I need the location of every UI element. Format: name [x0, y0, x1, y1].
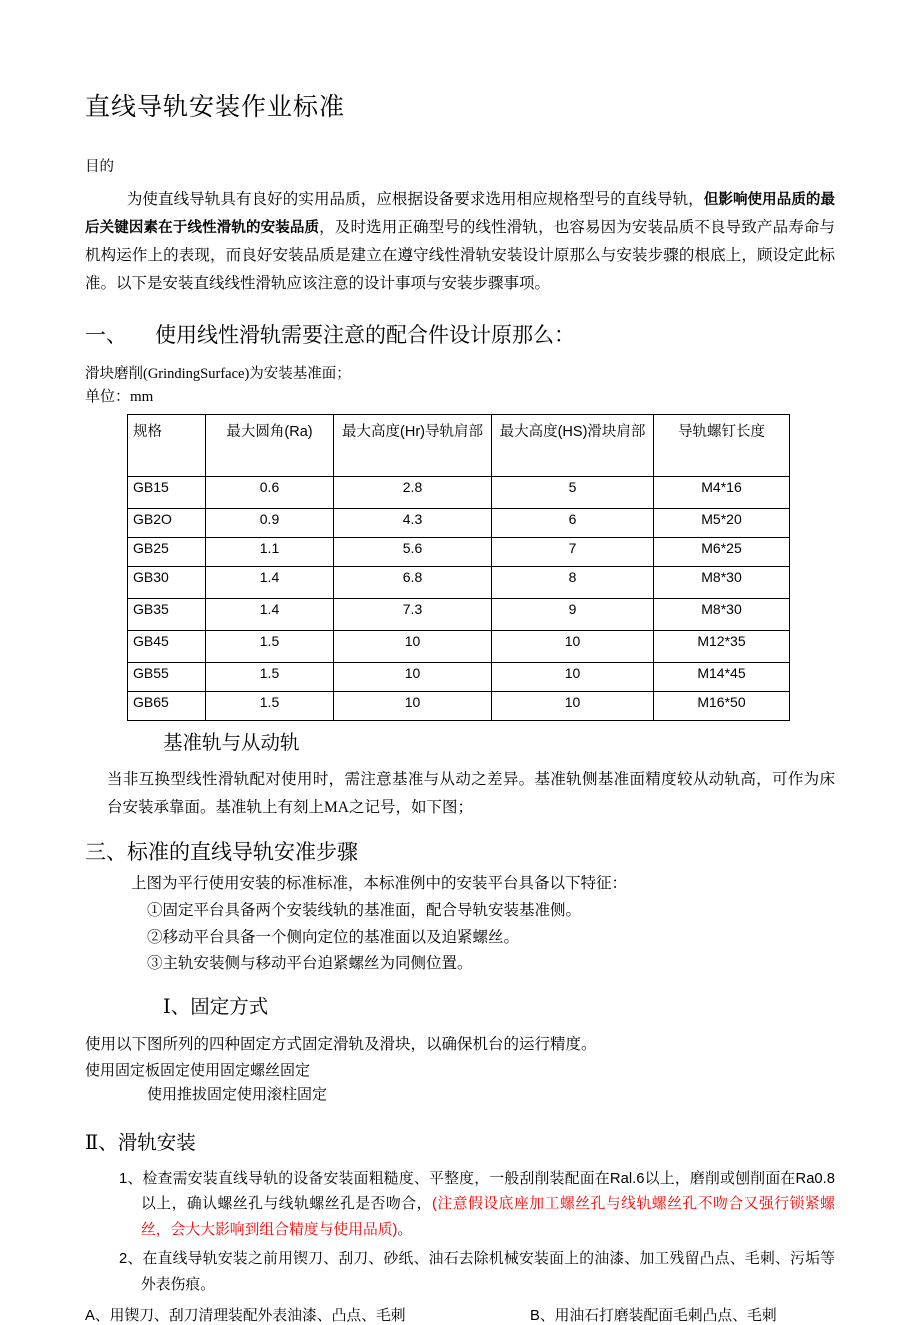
- section-three-number: 三、: [85, 840, 127, 865]
- subsection-two-heading: [85, 1130, 835, 1157]
- table-cell-ra: 0.9: [206, 508, 334, 537]
- table-row: [128, 508, 790, 537]
- option-b: B、用油石打磨装配面毛刺凸点、毛刺: [530, 1308, 777, 1325]
- table-cell-hs: 5: [492, 476, 654, 508]
- table-cell-hs: 10: [492, 691, 654, 720]
- section-three-item-1: ①固定平台具备两个安装线轨的基准面，配合导轨安装基准侧。: [147, 902, 582, 920]
- table-cell-hr: 4.3: [334, 508, 492, 537]
- spec-table: [127, 414, 790, 721]
- table-row: [128, 566, 790, 598]
- install-step-1: [85, 1167, 835, 1243]
- table-header-row: [128, 414, 790, 476]
- table-row: [128, 662, 790, 691]
- fixing-methods-line-1: 使用固定板固定使用固定螺丝固定: [85, 1062, 311, 1079]
- table-header-cell: 最大圆角(Ra): [206, 414, 334, 476]
- table-header-cell: 导轨螺钉长度: [654, 414, 790, 476]
- subsection-one-heading: [85, 994, 835, 1021]
- document-content: [85, 0, 835, 1325]
- table-row: [128, 630, 790, 662]
- table-cell-hr: 10: [334, 691, 492, 720]
- table-cell-ra: 1.5: [206, 630, 334, 662]
- section-two-heading: 基准轨与从动轨: [163, 732, 300, 754]
- table-cell-ra: 1.4: [206, 598, 334, 630]
- table-cell-spec: GB35: [128, 598, 206, 630]
- table-header-cell: 最大高度(HS)滑块肩部: [492, 414, 654, 476]
- table-cell-hs: 7: [492, 537, 654, 566]
- table-cell-hr: 10: [334, 630, 492, 662]
- table-cell-hs: 6: [492, 508, 654, 537]
- options-row: [85, 1304, 835, 1325]
- section-two-body: 当非互换型线性滑轨配对使用时，需注意基准与从动之差异。基准轨侧基准面精度较从动轨高，可作为床台安装承靠面。基准轨上有刻上MA之记号，如下图；: [107, 770, 835, 816]
- table-cell-hr: 6.8: [334, 566, 492, 598]
- table-cell-screw: M8*30: [654, 566, 790, 598]
- table-header-cell: 规格: [128, 414, 206, 476]
- subsection-two-title: 滑轨安装: [117, 1132, 196, 1154]
- section-three-item-3: ③主轨安装侧与移动平台迫紧螺丝为同侧位置。: [147, 955, 473, 973]
- subsection-one-body: 使用以下图所列的四种固定方式固定滑轨及滑块，以确保机台的运行精度。: [85, 1036, 597, 1054]
- section-three-intro: 上图为平行使用安装的标准标准，本标准例中的安装平台具备以下特征：: [131, 875, 628, 893]
- table-cell-ra: 0.6: [206, 476, 334, 508]
- table-cell-screw: M8*30: [654, 598, 790, 630]
- section-three-item-2: ②移动平台具备一个侧向定位的基准面以及迫紧螺丝。: [147, 928, 520, 946]
- table-cell-spec: GB45: [128, 630, 206, 662]
- table-row: [128, 598, 790, 630]
- unit-note: 单位：mm: [85, 389, 154, 406]
- install-step-1-suffix: 。: [397, 1221, 413, 1238]
- purpose-text-part1: 为使直线导轨具有良好的实用品质，应根据设备要求选用相应规格型号的直线导轨，: [126, 190, 704, 208]
- subsection-two-number: Ⅱ、: [85, 1132, 118, 1154]
- table-cell-screw: M5*20: [654, 508, 790, 537]
- section-three-heading: [85, 838, 835, 866]
- section-one-number: 一、: [85, 322, 127, 347]
- subsection-one-number: Ⅰ、: [163, 997, 191, 1019]
- table-cell-spec: GB15: [128, 476, 206, 508]
- table-cell-hr: 2.8: [334, 476, 492, 508]
- option-a: A、用锲刀、刮刀清理装配外表油漆、凸点、毛刺: [85, 1308, 406, 1325]
- table-cell-hr: 5.6: [334, 537, 492, 566]
- table-header-cell: 最大高度(Hr)导轨肩部: [334, 414, 492, 476]
- table-row: [128, 691, 790, 720]
- table-cell-screw: M16*50: [654, 691, 790, 720]
- table-cell-ra: 1.1: [206, 537, 334, 566]
- table-cell-spec: GB30: [128, 566, 206, 598]
- table-cell-hs: 10: [492, 630, 654, 662]
- section-three-title: 标准的直线导轨安准步骤: [127, 840, 358, 865]
- purpose-text-part2: ，及时选用正确型号的线性滑轨，也容易因为安装品质不良导致产品寿命与机构运作上的表现，而良好安装品质是建立在遵守线性滑轨安装设计原那么与安装步骤的根底上，顾设定此标准。以下是安装直线线性滑轨应该注意的设计事项与安装步骤事项。: [85, 218, 835, 293]
- table-cell-hs: 10: [492, 662, 654, 691]
- purpose-label: 目的: [85, 159, 114, 175]
- table-cell-hs: 9: [492, 598, 654, 630]
- table-cell-ra: 1.4: [206, 566, 334, 598]
- purpose-paragraph: [85, 186, 835, 299]
- table-row: [128, 476, 790, 508]
- table-cell-hr: 7.3: [334, 598, 492, 630]
- table-cell-ra: 1.5: [206, 691, 334, 720]
- table-cell-spec: GB55: [128, 662, 206, 691]
- table-cell-spec: GB65: [128, 691, 206, 720]
- table-cell-spec: GB2O: [128, 508, 206, 537]
- table-cell-hr: 10: [334, 662, 492, 691]
- grinding-surface-note: 滑块磨削(GrindingSurface)为安装基准面；: [85, 365, 351, 382]
- table-cell-hs: 8: [492, 566, 654, 598]
- install-step-2: 2、在直线导轨安装之前用锲刀、刮刀、砂纸、油石去除机械安装面上的油漆、加工残留凸点、毛刺、污垢等外表伤痕。: [119, 1251, 835, 1293]
- table-cell-screw: M14*45: [654, 662, 790, 691]
- install-step-1-text: 1、检查需安装直线导轨的设备安装面粗糙度、平整度，一般刮削装配面在Ral.6以上，磨削或刨削面在Ra0.8以上，确认螺丝孔与线轨螺丝孔是否吻合，: [119, 1170, 835, 1213]
- install-step-1-warning: (注意假设底座加工螺丝孔与线轨螺丝孔不吻合又强行锁紧螺丝，会大大影响到组合精度与使用品质): [141, 1196, 835, 1238]
- table-cell-spec: GB25: [128, 537, 206, 566]
- section-one-title: 使用线性滑轨需要注意的配合件设计原那么：: [155, 322, 575, 347]
- purpose-text-bold: 但影响使用品质的最后关键因素在于线性滑轨的安装品质: [85, 191, 836, 236]
- table-cell-screw: M12*35: [654, 630, 790, 662]
- table-row: [128, 537, 790, 566]
- subsection-one-title: 固定方式: [190, 997, 269, 1019]
- section-one-heading: [85, 321, 835, 349]
- table-cell-screw: M4*16: [654, 476, 790, 508]
- fixing-methods-line-2: 使用推拔固定使用滚柱固定: [147, 1087, 328, 1104]
- page-title: 直线导轨安装作业标准: [85, 93, 346, 121]
- table-cell-ra: 1.5: [206, 662, 334, 691]
- table-cell-screw: M6*25: [654, 537, 790, 566]
